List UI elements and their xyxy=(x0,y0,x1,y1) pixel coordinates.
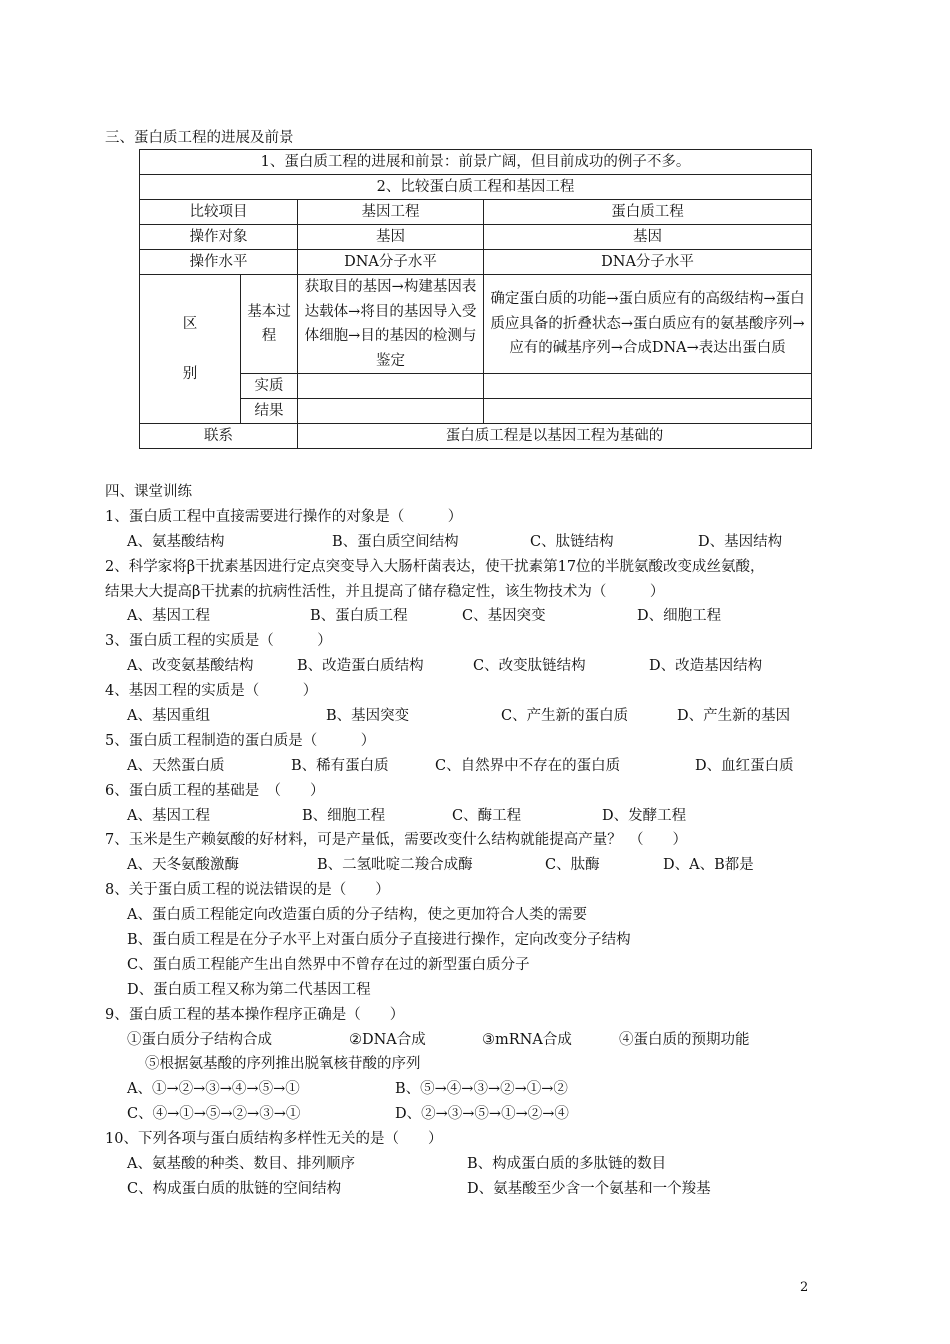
option-d: D、A、B都是 xyxy=(663,857,754,874)
step-2: ②DNA合成 xyxy=(349,1031,426,1048)
option-c: C、蛋白质工程能产生出自然界中不曾存在过的新型蛋白质分子 xyxy=(127,956,530,973)
table-cell: 操作对象 xyxy=(140,225,298,250)
question-2-line-2: 结果大大提高β干扰素的抗病性活性，并且提高了储存稳定性，该生物技术为（ ） xyxy=(105,583,665,600)
table-cell-empty xyxy=(484,374,812,399)
option-c: C、肽链结构 xyxy=(530,533,614,550)
table-cell: 基因 xyxy=(484,225,812,250)
option-b: B、蛋白质工程 xyxy=(310,608,408,625)
option-a: A、基因重组 xyxy=(127,708,210,725)
table-cell-empty xyxy=(298,399,484,424)
table-cell: 获取目的基因→构建基因表达载体→将目的基因导入受体细胞→目的基因的检测与鉴定 xyxy=(298,275,484,374)
option-d: D、发酵工程 xyxy=(602,807,687,824)
question-7-options xyxy=(105,853,865,878)
option-b: B、改造蛋白质结构 xyxy=(297,658,424,675)
table-header-cell: 基因工程 xyxy=(298,200,484,225)
question-10-options-row-1 xyxy=(105,1152,865,1177)
step-4: ④蛋白质的预期功能 xyxy=(619,1031,750,1048)
table-row xyxy=(140,150,812,175)
option-c: C、构成蛋白质的肽链的空间结构 xyxy=(127,1180,342,1197)
section4-title: 四、课堂训练 xyxy=(105,484,192,500)
table-header-cell: 蛋白质工程 xyxy=(484,200,812,225)
option-a: A、氨基酸结构 xyxy=(127,533,225,550)
table-cell: DNA分子水平 xyxy=(298,250,484,275)
section4-exercises xyxy=(105,480,865,1202)
option-a: A、蛋白质工程能定向改造蛋白质的分子结构，使之更加符合人类的需要 xyxy=(127,907,587,924)
option-a: A、①→②→③→④→⑤→① xyxy=(127,1081,300,1098)
question-3-options xyxy=(105,654,865,679)
option-c: C、④→①→⑤→②→③→① xyxy=(127,1106,301,1123)
question-1-options xyxy=(105,530,865,555)
table-row xyxy=(140,275,812,374)
option-d: D、氨基酸至少含一个氨基和一个羧基 xyxy=(467,1180,711,1197)
question-6: 6、蛋白质工程的基础是 （ ） xyxy=(105,782,325,799)
question-9-options-row-2 xyxy=(105,1102,865,1127)
difference-label-bottom: 别 xyxy=(182,366,198,382)
question-1: 1、蛋白质工程中直接需要进行操作的对象是（ ） xyxy=(105,508,463,525)
difference-label-top: 区 xyxy=(182,315,198,332)
table-cell: 2、比较蛋白质工程和基因工程 xyxy=(140,175,812,200)
page-number: 2 xyxy=(800,1280,809,1295)
question-7: 7、玉米是生产赖氨酸的好材料，可是产量低，需要改变什么结构就能提高产量？ （ ） xyxy=(105,832,687,849)
table-cell: 确定蛋白质的功能→蛋白质应有的高级结构→蛋白质应具备的折叠状态→蛋白质应有的氨基酸序列→应有的碱基序列→合成DNA→表达出蛋白质 xyxy=(484,275,812,374)
option-a: A、基因工程 xyxy=(127,807,210,824)
option-a: A、天冬氨酸激酶 xyxy=(127,857,239,874)
option-d: D、②→③→⑤→①→②→④ xyxy=(395,1106,569,1123)
question-4-options xyxy=(105,704,865,729)
table-cell-empty xyxy=(298,374,484,399)
question-6-options xyxy=(105,804,865,829)
question-2-line-1: 2、科学家将β干扰素基因进行定点突变导入大肠杆菌表达，使干扰素第17位的半胱氨酸改变成丝氨酸， xyxy=(105,558,765,575)
table-header-row xyxy=(140,200,812,225)
option-c: C、酶工程 xyxy=(452,807,522,824)
table-row xyxy=(140,399,812,424)
section3-title: 三、蛋白质工程的进展及前景 xyxy=(105,130,294,146)
table-cell-difference xyxy=(140,275,241,424)
option-b: B、蛋白质空间结构 xyxy=(332,533,459,550)
table-cell: 结果 xyxy=(241,399,298,424)
option-c: C、基因突变 xyxy=(462,608,546,625)
option-b: B、蛋白质工程是在分子水平上对蛋白质分子直接进行操作，定向改变分子结构 xyxy=(127,932,631,949)
option-d: D、产生新的基因 xyxy=(677,708,791,725)
question-10: 10、下列各项与蛋白质结构多样性无关的是（ ） xyxy=(105,1131,443,1148)
option-d: D、血红蛋白质 xyxy=(695,757,794,774)
option-d: D、细胞工程 xyxy=(637,608,722,625)
table-cell: 联系 xyxy=(140,424,298,449)
table-cell: 实质 xyxy=(241,374,298,399)
option-b: B、稀有蛋白质 xyxy=(291,757,389,774)
table-cell: 蛋白质工程是以基因工程为基础的 xyxy=(298,424,812,449)
question-4: 4、基因工程的实质是（ ） xyxy=(105,683,318,700)
question-2-options xyxy=(105,604,865,629)
table-row xyxy=(140,424,812,449)
option-c: C、肽酶 xyxy=(545,857,600,874)
option-a: A、氨基酸的种类、数目、排列顺序 xyxy=(127,1156,355,1173)
question-5: 5、蛋白质工程制造的蛋白质是（ ） xyxy=(105,732,376,749)
step-1: ①蛋白质分子结构合成 xyxy=(127,1031,272,1048)
table-row xyxy=(140,175,812,200)
question-9-options-row-1 xyxy=(105,1077,865,1102)
option-a: A、改变氨基酸结构 xyxy=(127,658,254,675)
step-3: ③mRNA合成 xyxy=(482,1031,572,1048)
option-a: A、天然蛋白质 xyxy=(127,757,225,774)
option-b: B、基因突变 xyxy=(326,708,410,725)
option-b: B、细胞工程 xyxy=(302,807,386,824)
step-5: ⑤根据氨基酸的序列推出脱氧核苷酸的序列 xyxy=(145,1056,421,1073)
table-header-cell: 比较项目 xyxy=(140,200,298,225)
question-8: 8、关于蛋白质工程的说法错误的是（ ） xyxy=(105,882,390,899)
question-9-steps xyxy=(105,1028,865,1053)
option-b: B、构成蛋白质的多肽链的数目 xyxy=(467,1156,667,1173)
option-d: D、基因结构 xyxy=(698,533,783,550)
table-cell: 基因 xyxy=(298,225,484,250)
question-9: 9、蛋白质工程的基本操作程序正确是（ ） xyxy=(105,1006,405,1023)
option-b: B、二氢吡啶二羧合成酶 xyxy=(317,857,473,874)
question-5-options xyxy=(105,754,865,779)
table-cell: DNA分子水平 xyxy=(484,250,812,275)
option-d: D、改造基因结构 xyxy=(649,658,763,675)
table-row xyxy=(140,225,812,250)
question-10-options-row-2 xyxy=(105,1177,865,1202)
comparison-table xyxy=(139,149,812,449)
option-c: C、自然界中不存在的蛋白质 xyxy=(435,757,621,774)
table-row xyxy=(140,250,812,275)
option-b: B、⑤→④→③→②→①→② xyxy=(395,1081,568,1098)
option-c: C、产生新的蛋白质 xyxy=(501,708,629,725)
table-cell-empty xyxy=(484,399,812,424)
option-c: C、改变肽链结构 xyxy=(473,658,586,675)
option-d: D、蛋白质工程又称为第二代基因工程 xyxy=(127,981,371,998)
table-cell: 操作水平 xyxy=(140,250,298,275)
table-cell: 基本过程 xyxy=(241,275,298,374)
option-a: A、基因工程 xyxy=(127,608,210,625)
question-3: 3、蛋白质工程的实质是（ ） xyxy=(105,633,332,650)
table-row xyxy=(140,374,812,399)
table-cell: 1、蛋白质工程的进展和前景：前景广阔，但目前成功的例子不多。 xyxy=(140,150,812,175)
